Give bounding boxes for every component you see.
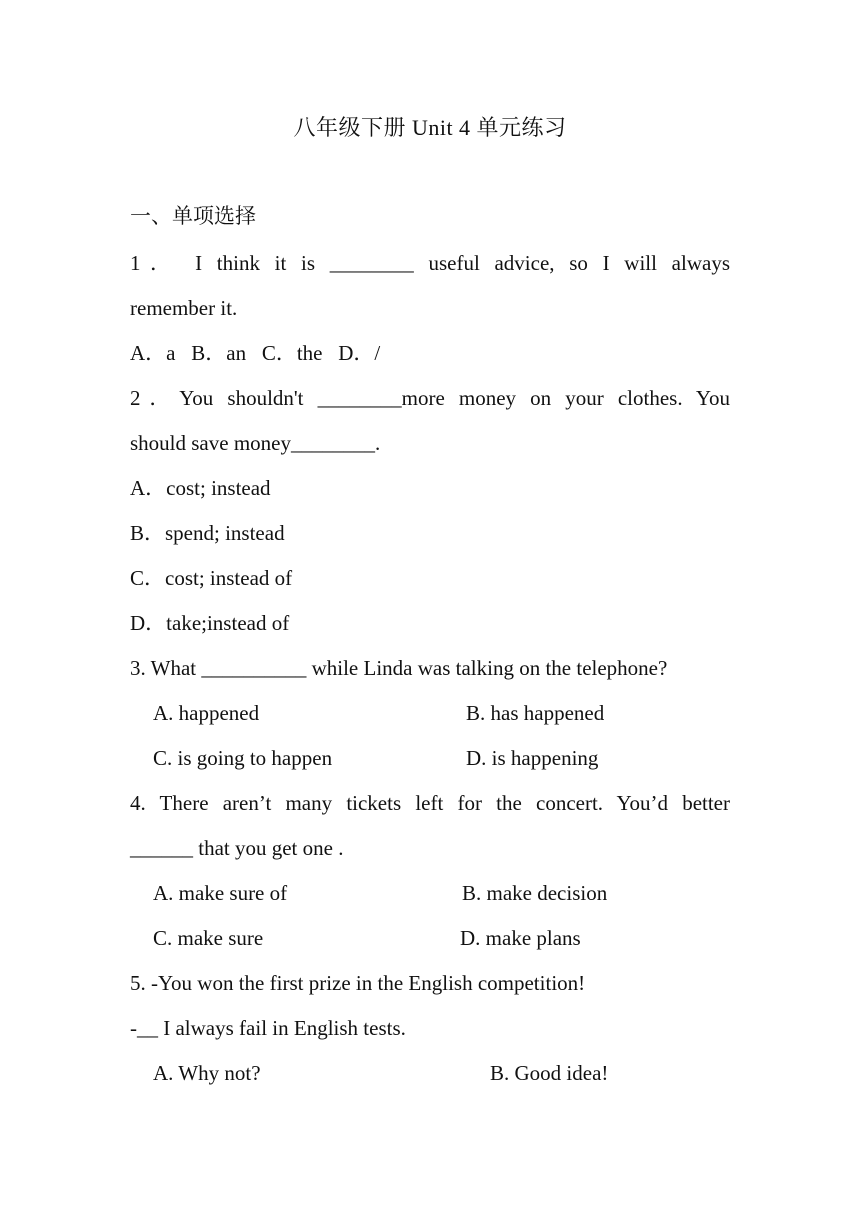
question-5-option-b: B. Good idea! [490, 1061, 609, 1085]
question-3-option-a: A. happened [153, 701, 260, 725]
question-5-stem-line-2: -__ I always fail in English tests. [130, 1016, 406, 1040]
question-2-stem-line-1: 2．You shouldn't ________more money on your clothes. You [130, 386, 730, 410]
question-5-option-a: A. Why not? [153, 1061, 261, 1085]
question-2-option-b: B．spend; instead [130, 521, 285, 545]
question-2-option-d: D．take;instead of [130, 611, 290, 635]
question-2-stem-line-2: should save money________. [130, 431, 381, 455]
question-2-option-a: A．cost; instead [130, 476, 271, 500]
question-4-option-c: C. make sure [153, 926, 264, 950]
question-4-option-d: D. make plans [460, 926, 581, 950]
question-5-stem-line-1: 5. -You won the first prize in the English competition! [130, 971, 586, 995]
question-1-stem-line-1: 1． I think it is ________ useful advice, so I will always [130, 251, 730, 275]
question-4-option-a: A. make sure of [153, 881, 288, 905]
question-4-stem-line-1: 4. There aren’t many tickets left for the concert. You’d better [130, 791, 730, 815]
question-3-option-d: D. is happening [466, 746, 599, 770]
question-1-stem-line-2: remember it. [130, 296, 238, 320]
section-heading: 一、单项选择 [130, 204, 256, 228]
question-2-option-c: C．cost; instead of [130, 566, 293, 590]
question-3-stem: 3. What __________ while Linda was talking on the telephone? [130, 656, 668, 680]
page-title: 八年级下册 Unit 4 单元练习 [293, 115, 567, 140]
question-1-options: A．a B．an C．the D．/ [130, 341, 381, 365]
question-3-option-c: C. is going to happen [153, 746, 333, 770]
question-4-option-b: B. make decision [462, 881, 608, 905]
question-4-stem-line-2: ______ that you get one . [130, 836, 344, 860]
question-3-option-b: B. has happened [466, 701, 605, 725]
